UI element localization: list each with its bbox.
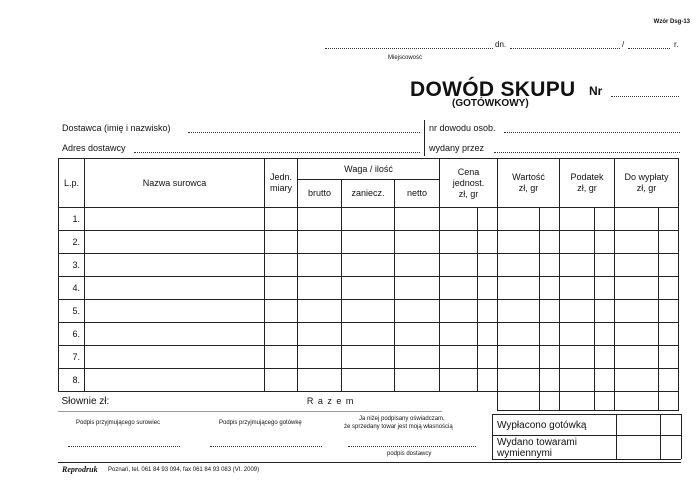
declaration-line-2: że sprzedany towar jest moją własnością — [344, 424, 453, 430]
cell[interactable] — [440, 254, 478, 277]
cell[interactable] — [540, 346, 560, 369]
cell[interactable] — [395, 254, 440, 277]
cell[interactable] — [615, 323, 659, 346]
cell[interactable] — [659, 369, 679, 392]
sig-material-field[interactable] — [68, 446, 180, 447]
cell[interactable] — [540, 323, 560, 346]
cell[interactable] — [615, 208, 659, 231]
cell[interactable] — [298, 254, 342, 277]
totals-row — [59, 392, 679, 411]
row-number: 3. — [59, 254, 85, 277]
cell[interactable] — [265, 277, 298, 300]
sig-cash-field[interactable] — [210, 446, 322, 447]
id-number-label: nr dowodu osob. — [429, 123, 496, 133]
cell[interactable] — [498, 277, 540, 300]
cell[interactable] — [478, 254, 498, 277]
cell[interactable] — [595, 300, 615, 323]
cell[interactable] — [298, 323, 342, 346]
cell[interactable] — [342, 369, 395, 392]
payment-box-div — [616, 414, 617, 459]
cell[interactable] — [265, 346, 298, 369]
sig-supplier-label: podpis dostawcy — [387, 451, 432, 457]
sig-material-label: Podpis przyjmującego surowiec — [76, 420, 161, 426]
col-price-header: Cena jednost. zł, gr — [440, 159, 498, 208]
table-row — [59, 323, 679, 346]
cell[interactable] — [560, 208, 595, 231]
cell[interactable] — [440, 231, 478, 254]
col-lp-header: L.p. — [59, 159, 85, 208]
totals-label-cell — [59, 392, 498, 411]
words-underline — [58, 411, 442, 412]
row-number: 5. — [59, 300, 85, 323]
payment-box-right — [681, 414, 682, 459]
cell[interactable] — [298, 300, 342, 323]
total-payout-gr[interactable] — [659, 392, 679, 411]
cell[interactable] — [298, 208, 342, 231]
cell[interactable] — [595, 323, 615, 346]
cell[interactable] — [560, 323, 595, 346]
cell[interactable] — [85, 254, 265, 277]
total-value-gr[interactable] — [540, 392, 560, 411]
cell[interactable] — [595, 208, 615, 231]
declaration-line-1: Ja niżej podpisany oświadczam, — [359, 416, 445, 422]
cell[interactable] — [540, 300, 560, 323]
place-caption: Miejscowość — [388, 55, 423, 61]
col-unit-header: Jedn. miary — [265, 159, 298, 208]
sig-cash-label: Podpis przyjmującego gotówkę — [219, 420, 302, 426]
cell[interactable] — [342, 346, 395, 369]
cell[interactable] — [498, 369, 540, 392]
row-number: 8. — [59, 369, 85, 392]
cell[interactable] — [498, 300, 540, 323]
words-label: Słownie zł: — [61, 395, 110, 407]
cell[interactable] — [298, 346, 342, 369]
cell[interactable] — [342, 323, 395, 346]
cell[interactable] — [540, 369, 560, 392]
col-weight-header: Waga / ilość — [298, 159, 440, 180]
cell[interactable] — [595, 231, 615, 254]
printer-info: Poznań, tel. 061 84 93 094, fax 061 84 93 083 (VI. 2009) — [108, 467, 260, 473]
cell[interactable] — [498, 208, 540, 231]
cell[interactable] — [659, 231, 679, 254]
cell[interactable] — [85, 208, 265, 231]
cell[interactable] — [615, 254, 659, 277]
cell[interactable] — [659, 254, 679, 277]
cell[interactable] — [659, 300, 679, 323]
id-number-field[interactable] — [504, 132, 680, 133]
cell[interactable] — [342, 231, 395, 254]
cell[interactable] — [440, 300, 478, 323]
issued-goods-label-2: wymiennymi — [497, 448, 553, 459]
table-row — [59, 231, 679, 254]
cell[interactable] — [560, 300, 595, 323]
field-divider — [424, 120, 425, 156]
cell[interactable] — [659, 277, 679, 300]
cell[interactable] — [440, 208, 478, 231]
cell[interactable] — [595, 277, 615, 300]
cell[interactable] — [540, 254, 560, 277]
cell[interactable] — [560, 346, 595, 369]
cell[interactable] — [478, 300, 498, 323]
cell[interactable] — [265, 231, 298, 254]
cell[interactable] — [659, 323, 679, 346]
cell[interactable] — [440, 346, 478, 369]
date-year-field[interactable] — [628, 48, 670, 49]
col-brutto-header: brutto — [298, 180, 342, 208]
cell[interactable] — [595, 346, 615, 369]
cell[interactable] — [85, 369, 265, 392]
table-row — [59, 300, 679, 323]
total-tax[interactable] — [560, 392, 595, 411]
cell[interactable] — [342, 254, 395, 277]
cell[interactable] — [298, 231, 342, 254]
issued-by-field[interactable] — [494, 152, 680, 153]
row-number: 1. — [59, 208, 85, 231]
cell[interactable] — [615, 300, 659, 323]
issued-goods-label-1: Wydano towarami — [497, 437, 577, 448]
cell[interactable] — [265, 208, 298, 231]
cell[interactable] — [265, 300, 298, 323]
cell[interactable] — [440, 277, 478, 300]
issued-by-label: wydany przez — [429, 143, 485, 153]
total-payout[interactable] — [615, 392, 659, 411]
cell[interactable] — [395, 300, 440, 323]
date-separator: / — [622, 40, 625, 49]
col-zaniecz-header: zaniecz. — [342, 180, 395, 208]
cell[interactable] — [540, 231, 560, 254]
col-value-header: Wartość zł, gr — [498, 159, 560, 208]
cell[interactable] — [478, 208, 498, 231]
document-title: DOWÓD SKUPU — [410, 78, 576, 101]
cell[interactable] — [85, 323, 265, 346]
purchase-table — [58, 158, 679, 411]
total-value[interactable] — [498, 392, 540, 411]
address-label: Adres dostawcy — [62, 143, 126, 153]
cell[interactable] — [342, 208, 395, 231]
col-tax-header: Podatek zł, gr — [560, 159, 615, 208]
cell[interactable] — [85, 231, 265, 254]
payment-box-top — [492, 414, 681, 415]
table-row — [59, 208, 679, 231]
cell[interactable] — [498, 254, 540, 277]
payment-box-left — [492, 414, 493, 459]
cell[interactable] — [440, 369, 478, 392]
cell[interactable] — [85, 300, 265, 323]
cell[interactable] — [85, 346, 265, 369]
cell[interactable] — [615, 346, 659, 369]
paid-cash-label: Wypłacono gotówką — [497, 420, 587, 431]
cell[interactable] — [298, 277, 342, 300]
payment-box-mid — [492, 435, 681, 436]
table-row — [59, 346, 679, 369]
cell[interactable] — [498, 323, 540, 346]
row-number: 6. — [59, 323, 85, 346]
table-row — [59, 254, 679, 277]
row-number: 7. — [59, 346, 85, 369]
address-field[interactable] — [134, 152, 420, 153]
cell[interactable] — [478, 277, 498, 300]
col-name-header: Nazwa surowca — [85, 159, 265, 208]
payment-box-gr — [660, 414, 661, 459]
supplier-field[interactable] — [188, 132, 420, 133]
bottom-rule — [58, 462, 681, 463]
cell[interactable] — [478, 231, 498, 254]
date-year-suffix: r. — [674, 40, 679, 49]
form-code: Wzór Dsg-13 — [653, 19, 690, 25]
date-day-field[interactable] — [510, 48, 620, 49]
cell[interactable] — [395, 346, 440, 369]
cell[interactable] — [560, 369, 595, 392]
cell[interactable] — [342, 300, 395, 323]
cell[interactable] — [498, 346, 540, 369]
cell[interactable] — [595, 254, 615, 277]
cell[interactable] — [478, 346, 498, 369]
printer-logo: Reprodruk — [62, 465, 98, 474]
cell[interactable] — [540, 277, 560, 300]
sig-supplier-field[interactable] — [348, 446, 476, 447]
cell[interactable] — [395, 231, 440, 254]
cell[interactable] — [265, 254, 298, 277]
cell[interactable] — [440, 323, 478, 346]
payment-box-bottom — [492, 459, 681, 460]
cell[interactable] — [265, 323, 298, 346]
row-number: 4. — [59, 277, 85, 300]
cell[interactable] — [478, 369, 498, 392]
table-row — [59, 277, 679, 300]
place-field[interactable] — [325, 48, 493, 49]
document-number-field[interactable] — [611, 96, 679, 97]
date-day-label: dn. — [495, 40, 507, 49]
total-tax-gr[interactable] — [595, 392, 615, 411]
cell[interactable] — [395, 323, 440, 346]
supplier-label: Dostawca (imię i nazwisko) — [62, 123, 171, 133]
cell[interactable] — [560, 254, 595, 277]
row-number: 2. — [59, 231, 85, 254]
cell[interactable] — [560, 277, 595, 300]
col-netto-header: netto — [395, 180, 440, 208]
cell[interactable] — [395, 277, 440, 300]
cell[interactable] — [395, 208, 440, 231]
number-label: Nr — [589, 84, 603, 98]
document-subtitle: (GOTÓWKOWY) — [452, 98, 529, 109]
cell[interactable] — [595, 369, 615, 392]
cell[interactable] — [298, 369, 342, 392]
cell[interactable] — [659, 208, 679, 231]
cell[interactable] — [560, 231, 595, 254]
total-label: R a z e m — [306, 395, 355, 406]
cell[interactable] — [615, 231, 659, 254]
cell[interactable] — [540, 208, 560, 231]
cell[interactable] — [395, 369, 440, 392]
cell[interactable] — [498, 231, 540, 254]
cell[interactable] — [478, 323, 498, 346]
cell[interactable] — [265, 369, 298, 392]
cell[interactable] — [615, 277, 659, 300]
cell[interactable] — [659, 346, 679, 369]
table-row — [59, 369, 679, 392]
cell[interactable] — [342, 277, 395, 300]
cell[interactable] — [85, 277, 265, 300]
col-payout-header: Do wypłaty zł, gr — [615, 159, 679, 208]
cell[interactable] — [615, 369, 659, 392]
